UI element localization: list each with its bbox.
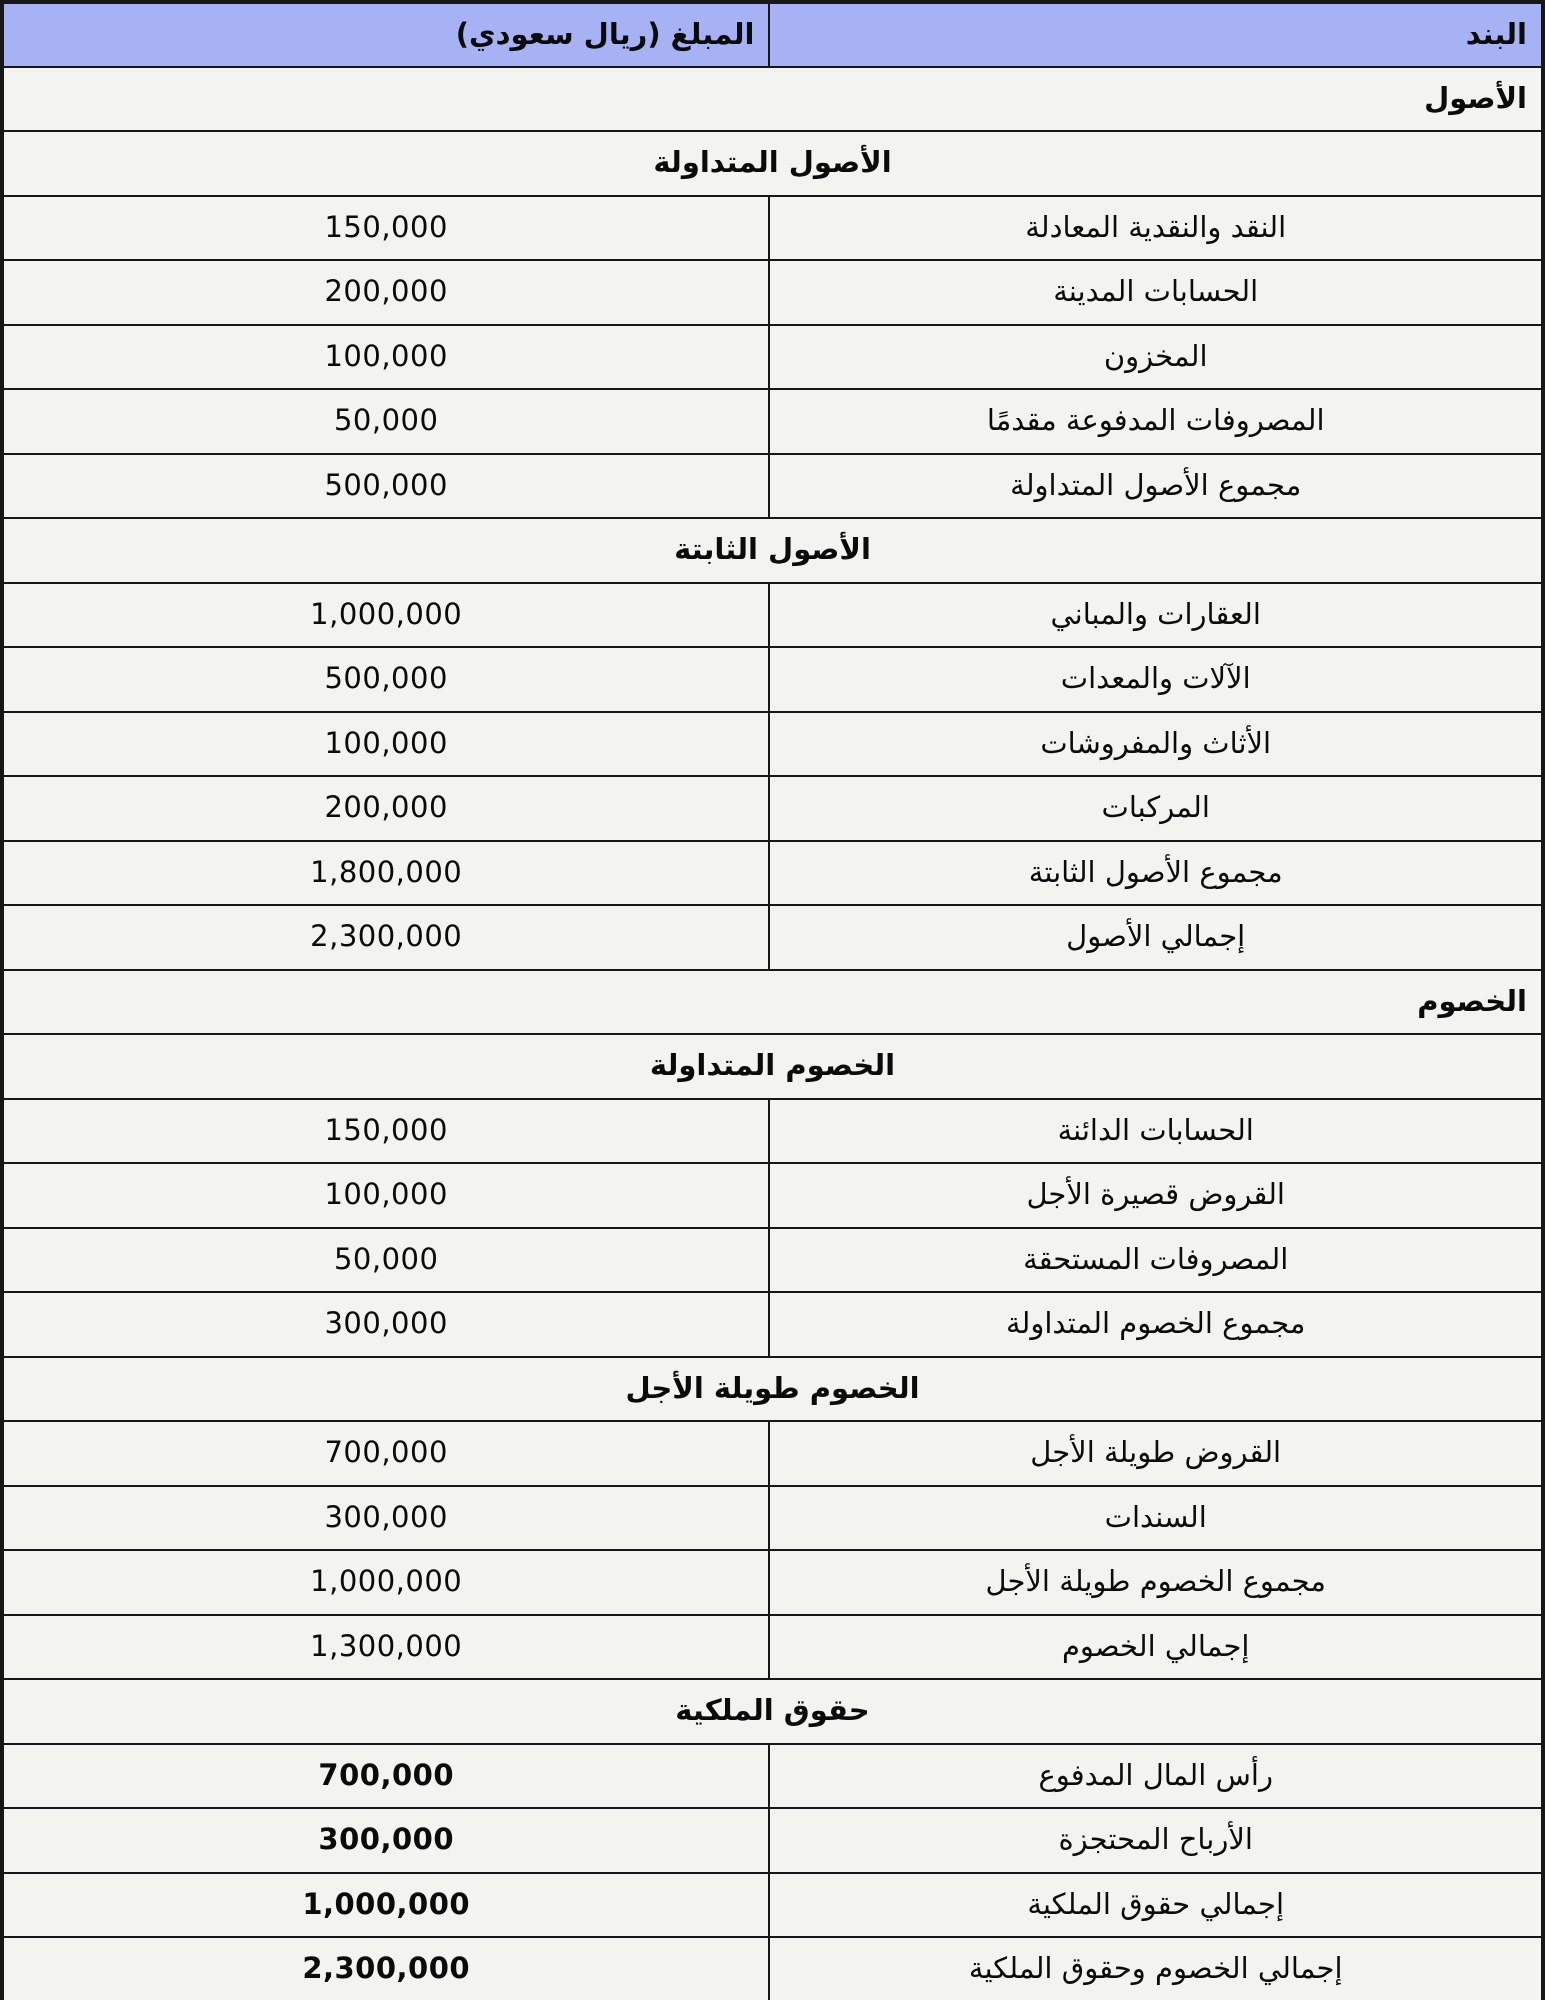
item-label-cell: مجموع الخصوم طويلة الأجل — [769, 1550, 1543, 1615]
item-label-cell: النقد والنقدية المعادلة — [769, 196, 1543, 261]
table-row — [2, 1228, 1543, 1293]
table-row — [2, 260, 1543, 325]
item-label-cell: إجمالي الأصول — [769, 905, 1543, 970]
header-amount-cell: المبلغ (ريال سعودي) — [2, 2, 769, 67]
table-row — [2, 1099, 1543, 1164]
table-row — [2, 454, 1543, 519]
table-row — [2, 841, 1543, 906]
amount-value-cell: 1,000,000 — [2, 1873, 769, 1938]
item-label-cell: المخزون — [769, 325, 1543, 390]
table-row — [2, 1292, 1543, 1357]
subsection-row — [2, 1679, 1543, 1744]
item-label-cell: المصروفات المدفوعة مقدمًا — [769, 389, 1543, 454]
amount-value-cell: 700,000 — [2, 1744, 769, 1809]
item-label-cell: مجموع الأصول المتداولة — [769, 454, 1543, 519]
table-row — [2, 1937, 1543, 2000]
amount-value-cell: 1,300,000 — [2, 1615, 769, 1680]
amount-value-cell: 2,300,000 — [2, 1937, 769, 2000]
amount-value-cell: 150,000 — [2, 1099, 769, 1164]
table-row — [2, 1615, 1543, 1680]
table-row — [2, 1744, 1543, 1809]
subsection-label-cell: الخصوم طويلة الأجل — [2, 1357, 1543, 1422]
table-row — [2, 905, 1543, 970]
item-label-cell: مجموع الخصوم المتداولة — [769, 1292, 1543, 1357]
amount-value-cell: 1,800,000 — [2, 841, 769, 906]
amount-value-cell: 2,300,000 — [2, 905, 769, 970]
item-label-cell: القروض قصيرة الأجل — [769, 1163, 1543, 1228]
subsection-row — [2, 518, 1543, 583]
item-label-cell: الآلات والمعدات — [769, 647, 1543, 712]
amount-value-cell: 100,000 — [2, 712, 769, 777]
item-label-cell: المركبات — [769, 776, 1543, 841]
subsection-label-cell: حقوق الملكية — [2, 1679, 1543, 1744]
item-label-cell: العقارات والمباني — [769, 583, 1543, 648]
amount-value-cell: 700,000 — [2, 1421, 769, 1486]
item-label-cell: الأثاث والمفروشات — [769, 712, 1543, 777]
header-item-cell: البند — [769, 2, 1543, 67]
table-row — [2, 389, 1543, 454]
section-row — [2, 67, 1543, 132]
section-label-cell: الأصول — [2, 67, 1543, 132]
amount-value-cell: 200,000 — [2, 260, 769, 325]
item-label-cell: إجمالي حقوق الملكية — [769, 1873, 1543, 1938]
section-label-cell: الخصوم — [2, 970, 1543, 1035]
section-row — [2, 970, 1543, 1035]
amount-value-cell: 200,000 — [2, 776, 769, 841]
amount-value-cell: 150,000 — [2, 196, 769, 261]
amount-value-cell: 100,000 — [2, 1163, 769, 1228]
item-label-cell: رأس المال المدفوع — [769, 1744, 1543, 1809]
item-label-cell: الأرباح المحتجزة — [769, 1808, 1543, 1873]
amount-value-cell: 300,000 — [2, 1292, 769, 1357]
amount-value-cell: 500,000 — [2, 454, 769, 519]
table-row — [2, 1163, 1543, 1228]
table-row — [2, 583, 1543, 648]
amount-value-cell: 1,000,000 — [2, 583, 769, 648]
table-row — [2, 647, 1543, 712]
table-row — [2, 196, 1543, 261]
header-row — [2, 2, 1543, 67]
item-label-cell: القروض طويلة الأجل — [769, 1421, 1543, 1486]
subsection-row — [2, 131, 1543, 196]
table-row — [2, 1550, 1543, 1615]
subsection-row — [2, 1357, 1543, 1422]
table-row — [2, 1421, 1543, 1486]
amount-value-cell: 1,000,000 — [2, 1550, 769, 1615]
item-label-cell: المصروفات المستحقة — [769, 1228, 1543, 1293]
table-row — [2, 776, 1543, 841]
item-label-cell: إجمالي الخصوم — [769, 1615, 1543, 1680]
subsection-label-cell: الأصول المتداولة — [2, 131, 1543, 196]
amount-value-cell: 100,000 — [2, 325, 769, 390]
table-body — [2, 67, 1543, 2000]
subsection-label-cell: الخصوم المتداولة — [2, 1034, 1543, 1099]
item-label-cell: إجمالي الخصوم وحقوق الملكية — [769, 1937, 1543, 2000]
item-label-cell: الحسابات المدينة — [769, 260, 1543, 325]
table-row — [2, 712, 1543, 777]
amount-value-cell: 50,000 — [2, 389, 769, 454]
amount-value-cell: 300,000 — [2, 1808, 769, 1873]
item-label-cell: مجموع الأصول الثابتة — [769, 841, 1543, 906]
amount-value-cell: 500,000 — [2, 647, 769, 712]
table-row — [2, 1808, 1543, 1873]
subsection-label-cell: الأصول الثابتة — [2, 518, 1543, 583]
table-row — [2, 1486, 1543, 1551]
table-row — [2, 1873, 1543, 1938]
table-row — [2, 325, 1543, 390]
amount-value-cell: 50,000 — [2, 1228, 769, 1293]
item-label-cell: السندات — [769, 1486, 1543, 1551]
table-header — [2, 2, 1543, 67]
amount-value-cell: 300,000 — [2, 1486, 769, 1551]
subsection-row — [2, 1034, 1543, 1099]
item-label-cell: الحسابات الدائنة — [769, 1099, 1543, 1164]
